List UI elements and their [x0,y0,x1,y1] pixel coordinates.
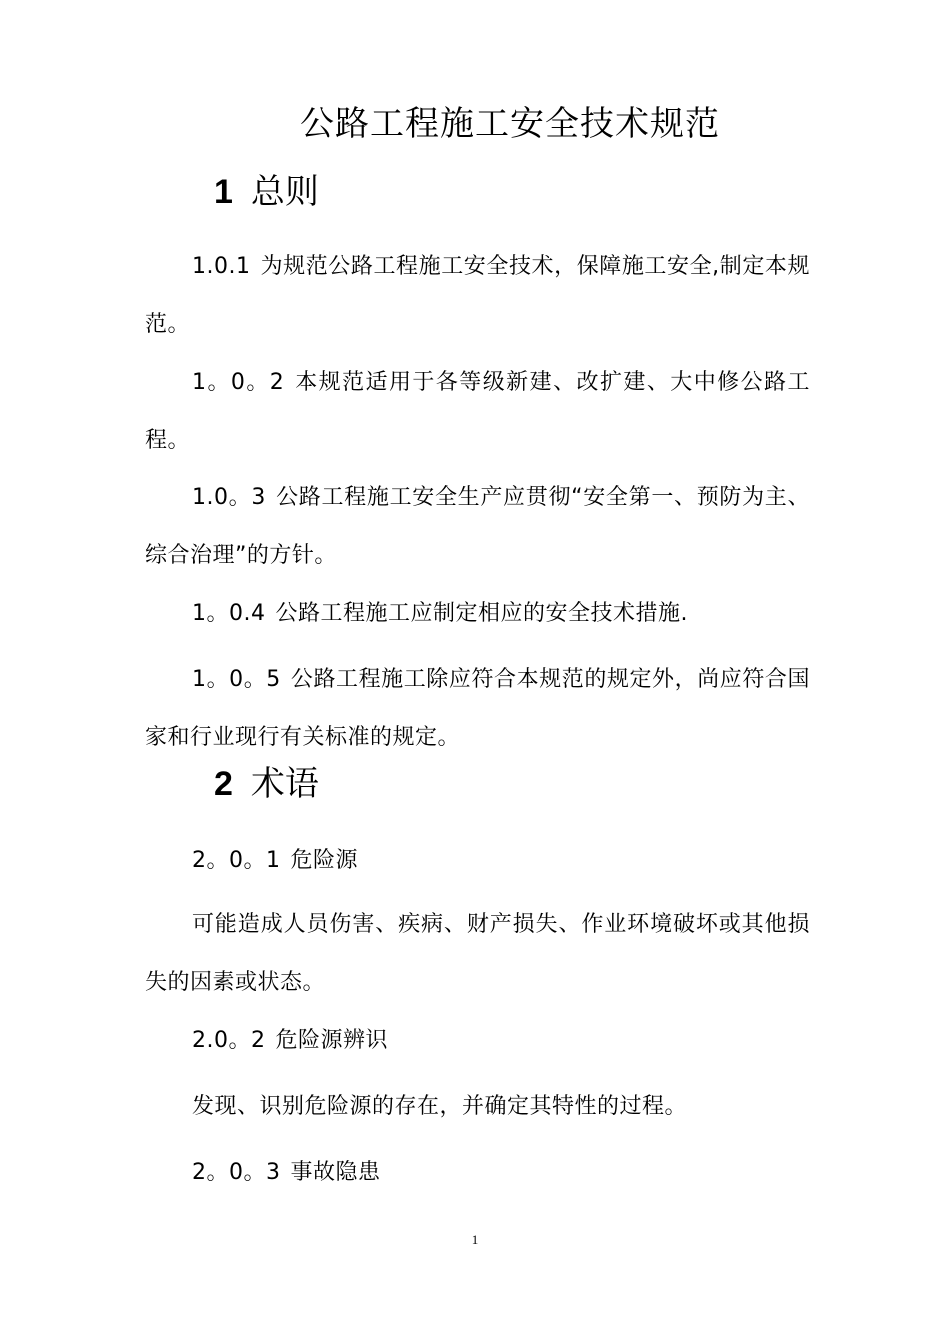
clause-text: 本规范适用于各等级新建、改扩建、大中修公路工程。 [145,370,810,453]
section-title: 术语 [250,764,319,804]
term-name: 事故隐患 [290,1160,381,1185]
section-title: 总则 [250,172,319,212]
clause-number: 1.0。3 [192,485,266,510]
section-number: 1 [214,173,233,211]
paragraph-2-0-2 [145,1012,810,1070]
paragraph-1-0-4 [145,585,810,643]
document-title: 公路工程施工安全技术规范 [300,104,720,144]
clause-number: 2.0。2 [192,1028,266,1053]
term-name: 危险源 [290,848,359,873]
clause-number: 2。0。1 [192,848,281,873]
paragraph-1-0-5 [145,651,810,767]
section-heading-2 [214,760,319,808]
paragraph-1-0-3 [145,469,810,585]
section-heading-1 [214,168,319,216]
paragraph-1-0-1 [145,238,810,354]
term-definition: 发现、识别危险源的存在，并确定其特性的过程。 [192,1094,688,1119]
clause-text: 公路工程施工除应符合本规范的规定外，尚应符合国家和行业现行有关标准的规定。 [145,667,810,750]
section-number: 2 [214,765,233,803]
clause-number: 1。0。5 [192,667,281,692]
term-name: 危险源辨识 [275,1028,389,1053]
paragraph-definition-2 [145,1078,810,1136]
paragraph-2-0-1 [145,832,810,890]
term-definition: 可能造成人员伤害、疾病、财产损失、作业环境破坏或其他损失的因素或状态。 [145,912,810,995]
clause-number: 1.0.1 [192,254,251,279]
paragraph-1-0-2 [145,354,810,470]
clause-number: 1。0。2 [192,370,285,395]
paragraph-definition-1 [145,896,810,1012]
clause-text: 公路工程施工应制定相应的安全技术措施. [275,601,688,626]
clause-text: 公路工程施工安全生产应贯彻“安全第一、预防为主、综合治理”的方针。 [145,485,810,568]
clause-number: 2。0。3 [192,1160,281,1185]
page-number: 1 [471,1232,479,1247]
paragraph-2-0-3 [145,1144,810,1202]
clause-text: 为规范公路工程施工安全技术，保障施工安全,制定本规范。 [145,254,810,337]
clause-number: 1。0.4 [192,601,266,626]
